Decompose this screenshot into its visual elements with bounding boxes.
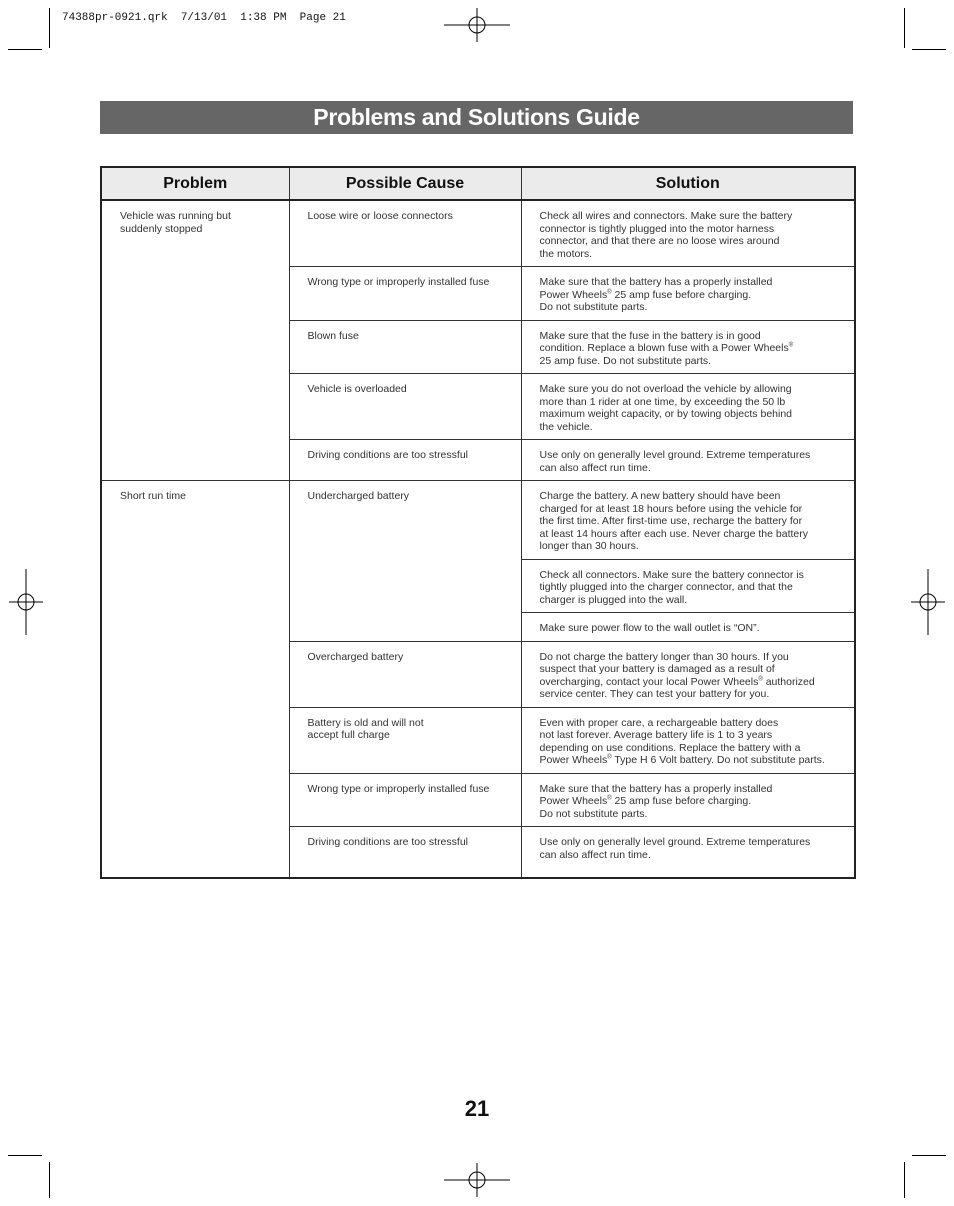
solution-cell: Check all connectors. Make sure the battery connector is tightly plugged into the charger connector, and that the charger is plugged into the wall. [521,559,855,613]
solution-cell: Check all wires and connectors. Make sure the battery connector is tightly plugged into the motor harness connector, and that there are no loose wires around the motors. [521,200,855,267]
crop-mark [912,49,946,50]
solution-cell: Make sure that the battery has a properly installed Power Wheels® 25 amp fuse before charging. Do not substitute parts. [521,267,855,321]
header-problem: Problem [101,167,289,200]
cause-cell: Loose wire or loose connectors [289,200,521,267]
cause-cell: Vehicle is overloaded [289,374,521,440]
registered-mark: ® [758,676,763,682]
table-body [101,200,855,878]
cause-cell: Driving conditions are too stressful [289,827,521,878]
cause-cell: Wrong type or improperly installed fuse [289,267,521,321]
print-slug-line: 74388pr-0921.qrk 7/13/01 1:38 PM Page 21 [62,12,346,24]
page-title [100,101,853,134]
solution-cell: Even with proper care, a rechargeable battery does not last forever. Average battery life is 1 to 3 years depending on use conditions. Replace the battery with a Power Wheels® Type H 6 Volt battery. Do not substitute parts. [521,707,855,773]
solution-cell: Charge the battery. A new battery should have been charged for at least 18 hours before using the vehicle for the first time. After first-time use, recharge the battery for at least 14 hours after each use. Never charge the battery longer than 30 hours. [521,481,855,560]
registration-mark-icon [444,1163,510,1197]
registered-mark: ® [607,289,612,295]
cause-cell: Undercharged battery [289,481,521,642]
solution-cell: Use only on generally level ground. Extreme temperatures can also affect run time. [521,440,855,481]
registration-mark-icon [9,569,43,635]
solution-cell: Make sure you do not overload the vehicle by allowing more than 1 rider at one time, by exceeding the 50 lb maximum weight capacity, or by towing objects behind the vehicle. [521,374,855,440]
problems-solutions-table [100,166,856,879]
solution-cell: Do not charge the battery longer than 30 hours. If you suspect that your battery is damaged as a result of overcharging, contact your local Power Wheels® authorized service center. They can test your battery for you. [521,641,855,707]
header-solution: Solution [521,167,855,200]
cause-cell: Driving conditions are too stressful [289,440,521,481]
header-possible-cause: Possible Cause [289,167,521,200]
cause-cell: Blown fuse [289,320,521,374]
table-row [101,200,855,267]
registration-mark-icon [911,569,945,635]
problem-cell: Vehicle was running but suddenly stopped [101,200,289,481]
table-header-row [101,167,855,200]
cause-cell: Overcharged battery [289,641,521,707]
registered-mark: ® [607,754,612,761]
crop-mark [912,1155,946,1156]
table-row [101,481,855,560]
crop-mark [904,8,905,48]
registered-mark: ® [607,795,612,802]
crop-mark [8,49,42,50]
solution-cell: Make sure that the battery has a properly installed Power Wheels® 25 amp fuse before charging. Do not substitute parts. [521,773,855,827]
page-number: 21 [464,1096,490,1121]
page-title-text: Problems and Solutions Guide [313,104,640,130]
problem-cell: Short run time [101,481,289,878]
crop-mark [49,1162,50,1198]
solution-cell: Use only on generally level ground. Extreme temperatures can also affect run time. [521,827,855,878]
registered-mark: ® [788,342,794,349]
registration-mark-icon [444,8,510,42]
crop-mark [8,1155,42,1156]
solution-cell: Make sure power flow to the wall outlet is “ON”. [521,613,855,642]
cause-cell: Wrong type or improperly installed fuse [289,773,521,827]
cause-cell: Battery is old and will not accept full charge [289,707,521,773]
crop-mark [904,1162,905,1198]
crop-mark [49,8,50,48]
solution-cell: Make sure that the fuse in the battery is in good condition. Replace a blown fuse with a Power Wheels® 25 amp fuse. Do not substitute parts. [521,320,855,374]
